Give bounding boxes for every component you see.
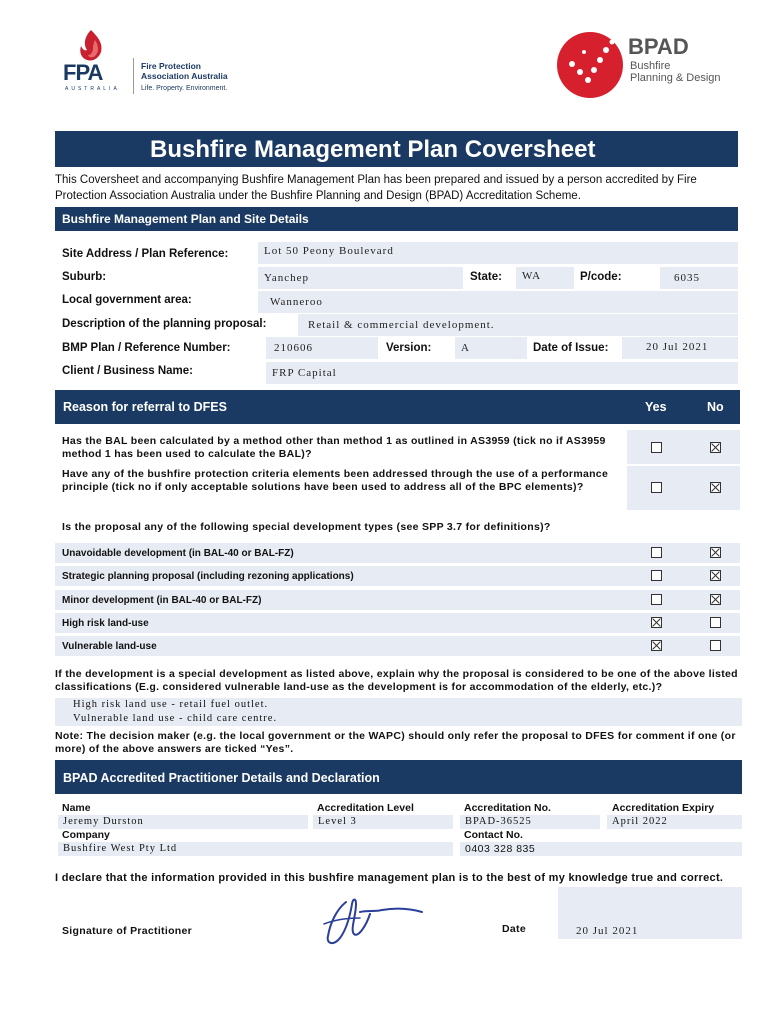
state-field[interactable]: WA	[516, 267, 574, 289]
company-label: Company	[62, 829, 110, 841]
question-1: Has the BAL been calculated by a method other than method 1 as outlined in AS3959 (tick no if AS3959 method 1 has been used to calculate the BAL)?	[62, 435, 606, 460]
level-label: Accreditation Level	[317, 802, 414, 814]
site-address-label: Site Address / Plan Reference:	[62, 248, 229, 260]
site-section-header	[55, 207, 738, 231]
signature-image[interactable]	[316, 890, 466, 950]
special-type-no-checkbox[interactable]	[710, 617, 721, 628]
no-column-label: No	[707, 400, 724, 414]
fpa-logo	[55, 28, 245, 96]
q1-yes-checkbox[interactable]	[651, 442, 662, 453]
q1-answer-bg	[627, 430, 740, 464]
intro-text: This Coversheet and accompanying Bushfire Management Plan has been prepared and issued by a person accredited by Fire Protection Association Australia under the Bushfire Planning and Design (BPAD) Accreditation Scheme.	[55, 174, 697, 202]
acc-no-field[interactable]: BPAD-36525	[460, 815, 600, 829]
acc-no-label: Accreditation No.	[464, 802, 551, 814]
practitioner-heading: BPAD Accredited Practitioner Details and Declaration	[63, 771, 380, 785]
contact-label: Contact No.	[464, 829, 523, 841]
q2-answer-bg	[627, 466, 740, 510]
level-field[interactable]: Level 3	[313, 815, 453, 829]
special-type-no-checkbox[interactable]	[710, 547, 721, 558]
bpad-line2: Planning & Design	[630, 72, 721, 84]
fpa-tagline: Life. Property. Environment.	[141, 85, 228, 92]
signature-date-value: 20 Jul 2021	[576, 925, 639, 937]
signature-label: Signature of Practitioner	[62, 925, 193, 937]
bpad-circle-icon	[556, 30, 626, 100]
client-field[interactable]: FRP Capital	[266, 362, 738, 384]
special-type-yes-checkbox[interactable]	[651, 617, 662, 628]
bmp-field[interactable]: 210606	[266, 337, 378, 359]
yes-column-label: Yes	[645, 400, 667, 414]
explain-line-2: Vulnerable land use - child care centre.	[73, 713, 278, 724]
version-label: Version:	[386, 342, 432, 354]
bmp-label: BMP Plan / Reference Number:	[62, 342, 231, 354]
explain-question: If the development is a special development as listed above, explain why the proposal is considered to be one of the above listed classifications (E.g. considered vulnerable land-use as the development is for accommodation of the elderly, etc.)?	[55, 668, 738, 693]
date-issue-field[interactable]: 20 Jul 2021	[622, 337, 738, 359]
special-development-question: Is the proposal any of the following special development types (see SPP 3.7 for definitions)?	[62, 521, 551, 533]
q1-no-checkbox[interactable]	[710, 442, 721, 453]
fpa-mark: FPA	[63, 60, 103, 85]
q2-no-checkbox[interactable]	[710, 482, 721, 493]
explain-answer-field[interactable]	[55, 698, 742, 726]
description-label: Description of the planning proposal:	[62, 318, 267, 330]
version-field[interactable]: A	[455, 337, 527, 359]
lga-label: Local government area:	[62, 294, 192, 306]
special-type-no-checkbox[interactable]	[710, 640, 721, 651]
site-address-field[interactable]: Lot 50 Peony Boulevard	[258, 242, 738, 264]
special-type-yes-checkbox[interactable]	[651, 547, 662, 558]
flame-icon	[73, 28, 109, 64]
logo-divider	[133, 58, 134, 94]
site-section-heading: Bushfire Management Plan and Site Details	[62, 212, 309, 226]
referral-heading: Reason for referral to DFES	[63, 400, 227, 414]
fpa-name-line1: Fire Protection	[141, 61, 201, 71]
bpad-logo	[556, 30, 746, 100]
special-type-yes-checkbox[interactable]	[651, 570, 662, 581]
special-type-yes-checkbox[interactable]	[651, 640, 662, 651]
date-label: Date	[502, 923, 526, 935]
signature-date-field[interactable]	[558, 887, 742, 939]
explain-line-1: High risk land use - retail fuel outlet.	[73, 699, 269, 710]
client-label: Client / Business Name:	[62, 365, 194, 377]
bpad-line1: Bushfire	[630, 60, 671, 72]
expiry-label: Accreditation Expiry	[612, 802, 715, 814]
special-type-label: Minor development (in BAL-40 or BAL-FZ)	[62, 595, 262, 606]
suburb-field[interactable]: Yanchep	[258, 267, 463, 289]
practitioner-header	[55, 760, 742, 794]
suburb-label: Suburb:	[62, 271, 107, 283]
special-type-label: Vulnerable land-use	[62, 641, 157, 652]
page-title: Bushfire Management Plan Coversheet	[150, 136, 596, 163]
bpad-mark: BPAD	[628, 34, 689, 59]
special-type-label: High risk land-use	[62, 618, 149, 629]
fpa-name-line2: Association Australia	[141, 71, 228, 81]
referral-header	[55, 390, 740, 424]
special-type-row	[55, 613, 740, 633]
declaration-text: I declare that the information provided in this bushfire management plan is to the best of my knowledge true and correct.	[55, 872, 724, 884]
special-type-yes-checkbox[interactable]	[651, 594, 662, 605]
referral-note: Note: The decision maker (e.g. the local government or the WAPC) should only refer the proposal to DFES for comment if one (or more) of the above answers are ticked “Yes”.	[55, 730, 736, 755]
special-type-label: Unavoidable development (in BAL-40 or BAL-FZ)	[62, 548, 294, 559]
special-type-no-checkbox[interactable]	[710, 570, 721, 581]
expiry-field[interactable]: April 2022	[607, 815, 742, 829]
description-field[interactable]: Retail & commercial development.	[298, 314, 738, 336]
title-banner	[55, 131, 738, 167]
name-field[interactable]: Jeremy Durston	[58, 815, 308, 829]
name-label: Name	[62, 802, 91, 814]
special-type-no-checkbox[interactable]	[710, 594, 721, 605]
postcode-field[interactable]: 6035	[660, 267, 738, 289]
contact-field[interactable]: 0403 328 835	[460, 842, 742, 856]
postcode-label: P/code:	[580, 271, 622, 283]
company-field[interactable]: Bushfire West Pty Ltd	[58, 842, 453, 856]
special-type-label: Strategic planning proposal (including rezoning applications)	[62, 571, 354, 582]
date-issue-label: Date of Issue:	[533, 342, 609, 354]
question-2: Have any of the bushfire protection criteria elements been addressed through the use of a performance principle (tick no if only acceptable solutions have been used to address all of the BPC elements)?	[62, 468, 609, 493]
lga-field[interactable]: Wanneroo	[258, 291, 738, 313]
state-label: State:	[470, 271, 502, 283]
fpa-country: AUSTRALIA	[65, 86, 120, 92]
q2-yes-checkbox[interactable]	[651, 482, 662, 493]
special-type-row	[55, 636, 740, 656]
